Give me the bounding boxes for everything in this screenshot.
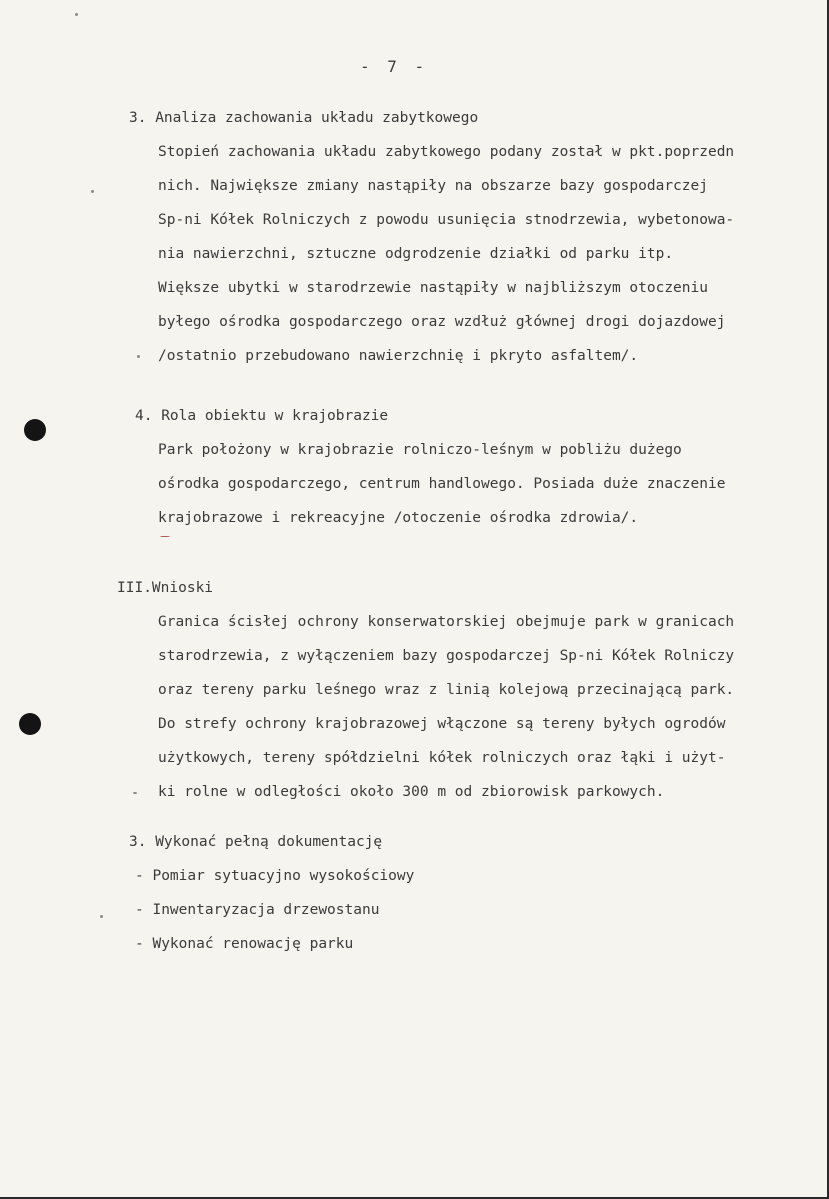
section-iii-heading: III.Wnioski — [117, 580, 214, 596]
scan-speck — [160, 536, 170, 537]
section-3-line-7: /ostatnio przebudowano nawierzchnię i pkryto asfaltem/. — [158, 348, 639, 364]
page-number: - 7 - — [360, 57, 429, 76]
section-iii-line-1: Granica ścisłej ochrony konserwatorskiej obejmuje park w granicach — [158, 614, 735, 630]
scan-speck — [133, 792, 137, 794]
section-3-heading: 3. Analiza zachowania układu zabytkowego — [129, 110, 479, 126]
section-3-line-5: Większe ubytki w starodrzewie nastąpiły w najbliższym otoczeniu — [158, 280, 708, 296]
section-iii-line-5: użytkowych, tereny spółdzielni kółek rolniczych oraz łąki i użyt- — [158, 750, 726, 766]
scan-speck — [100, 915, 103, 918]
section-3b-item-2: - Inwentaryzacja drzewostanu — [135, 902, 380, 918]
section-3b-heading: 3. Wykonać pełną dokumentację — [129, 834, 383, 850]
section-3-line-3: Sp-ni Kółek Rolniczych z powodu usunięcia stnodrzewia, wybetonowa- — [158, 212, 735, 228]
section-3-line-6: byłego ośrodka gospodarczego oraz wzdłuż głównej drogi dojazdowej — [158, 314, 726, 330]
scan-speck — [91, 190, 94, 193]
section-4-heading: 4. Rola obiektu w krajobrazie — [135, 408, 389, 424]
scan-speck — [75, 13, 78, 16]
section-3-line-1: Stopień zachowania układu zabytkowego podany został w pkt.poprzedn — [158, 144, 735, 160]
scan-speck — [137, 355, 140, 358]
section-4-line-3: krajobrazowe i rekreacyjne /otoczenie ośrodka zdrowia/. — [158, 510, 639, 526]
section-3b-item-1: - Pomiar sytuacyjno wysokościowy — [135, 868, 415, 884]
punch-hole-top — [24, 419, 46, 441]
section-iii-line-6: ki rolne w odległości około 300 m od zbiorowisk parkowych. — [158, 784, 665, 800]
section-4-line-2: ośrodka gospodarczego, centrum handlowego. Posiada duże znaczenie — [158, 476, 726, 492]
section-4-line-1: Park położony w krajobrazie rolniczo-leśnym w pobliżu dużego — [158, 442, 682, 458]
section-iii-line-3: oraz tereny parku leśnego wraz z linią kolejową przecinającą park. — [158, 682, 735, 698]
section-3b-item-3: - Wykonać renowację parku — [135, 936, 354, 952]
section-3-line-2: nich. Największe zmiany nastąpiły na obszarze bazy gospodarczej — [158, 178, 708, 194]
section-iii-line-4: Do strefy ochrony krajobrazowej włączone są tereny byłych ogrodów — [158, 716, 726, 732]
section-3-line-4: nia nawierzchni, sztuczne odgrodzenie działki od parku itp. — [158, 246, 674, 262]
punch-hole-bottom — [19, 713, 41, 735]
section-iii-line-2: starodrzewia, z wyłączeniem bazy gospodarczej Sp-ni Kółek Rolniczy — [158, 648, 735, 664]
